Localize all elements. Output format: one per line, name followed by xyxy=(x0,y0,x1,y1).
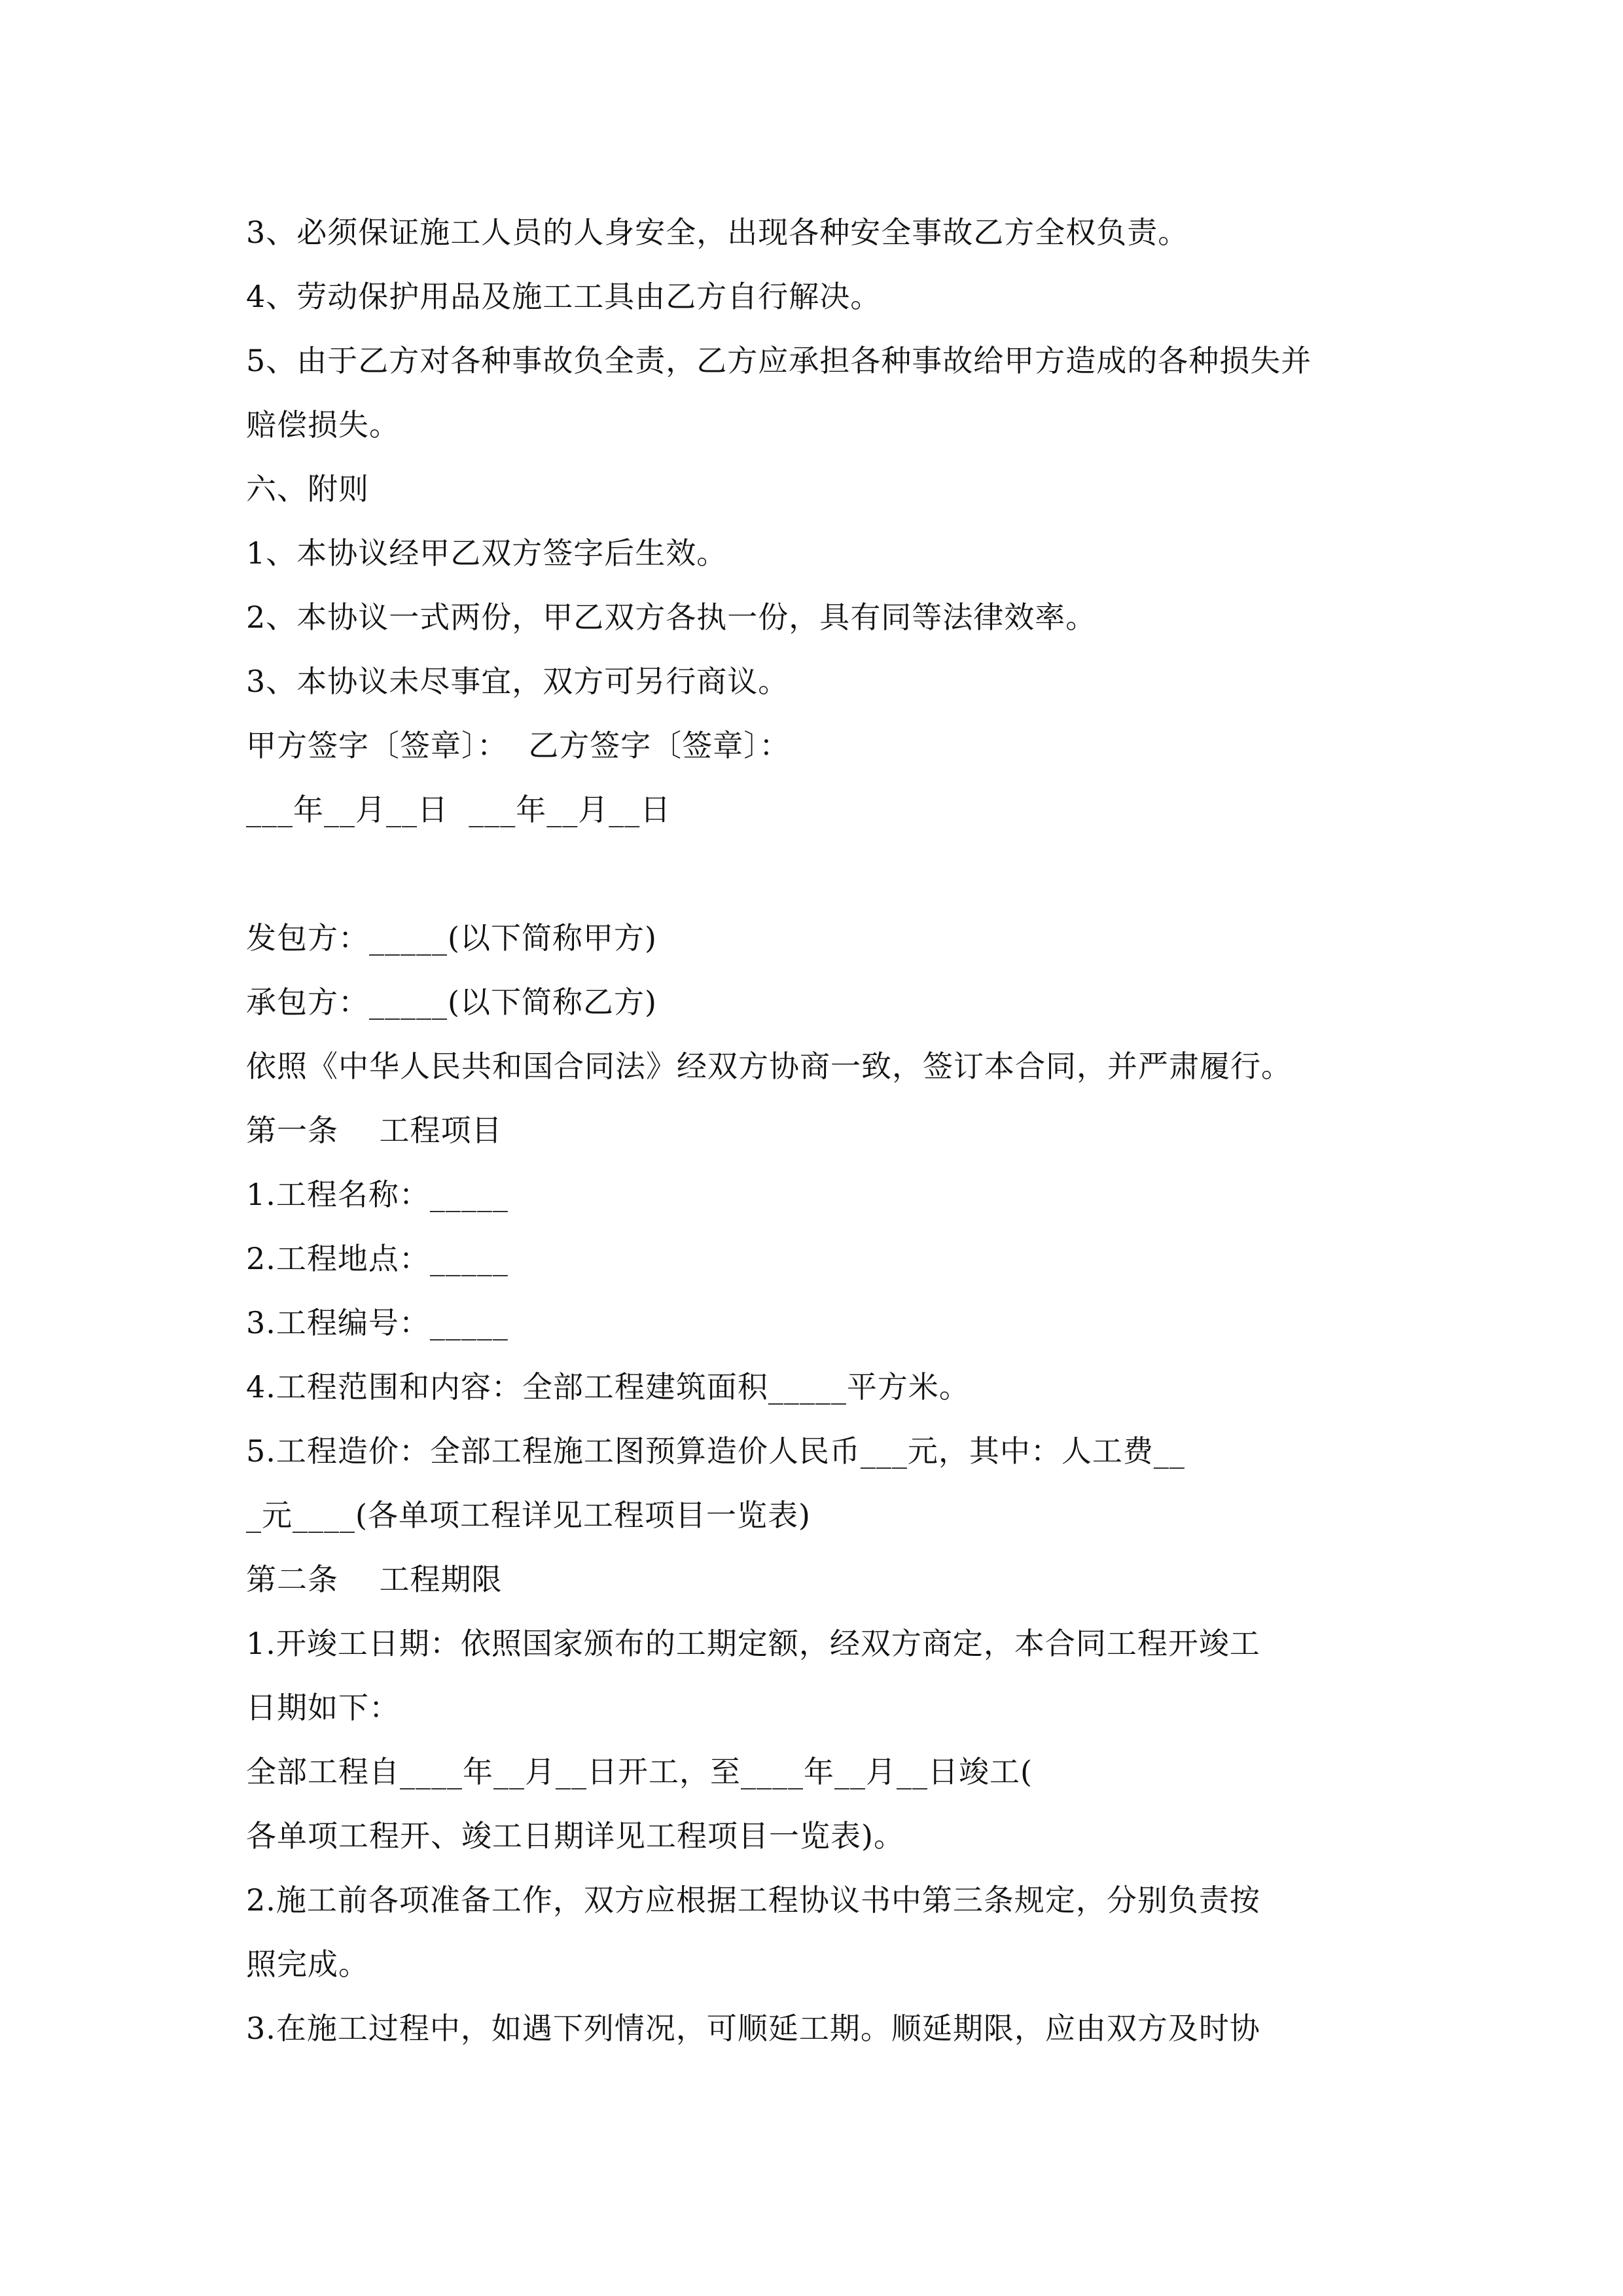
text-line: 1.开竣工日期：依照国家颁布的工期定额，经双方商定，本合同工程开竣工 xyxy=(246,1626,1260,1661)
article-heading: 第一条 工程项目 xyxy=(246,1113,503,1148)
text-line: 1、本协议经甲乙双方签字后生效。 xyxy=(246,535,728,571)
contract-text xyxy=(246,200,1398,2060)
text-line: 日期如下： xyxy=(246,1690,400,1725)
text-line: 赔偿损失。 xyxy=(246,407,400,442)
text-line: 4.工程范围和内容：全部工程建筑面积_____平方米。 xyxy=(246,1369,970,1405)
text-line: 照完成。 xyxy=(246,1946,369,1982)
text-line: 3.在施工过程中，如遇下列情况，可顺延工期。顺延期限，应由双方及时协 xyxy=(246,2011,1260,2046)
text-line: 依照《中华人民共和国合同法》经双方协商一致，签订本合同，并严肃履行。 xyxy=(246,1049,1292,1084)
text-line: 3、本协议未尽事宜，双方可另行商议。 xyxy=(246,664,789,699)
party-b-line: 承包方：_____(以下简称乙方) xyxy=(246,984,657,1020)
article-heading: 第二条 工程期限 xyxy=(246,1562,503,1597)
party-a-line: 发包方：_____(以下简称甲方) xyxy=(246,920,657,956)
text-line: 4、劳动保护用品及施工工具由乙方自行解决。 xyxy=(246,279,882,314)
blank-line xyxy=(246,842,1398,906)
text-line: 全部工程自____年__月__日开工，至____年__月__日竣工( xyxy=(246,1754,1033,1789)
text-line: 3、必须保证施工人员的人身安全，出现各种安全事故乙方全权负责。 xyxy=(246,215,1189,250)
text-line: 2.施工前各项准备工作，双方应根据工程协议书中第三条规定，分别负责按 xyxy=(246,1882,1260,1918)
text-line: 2、本协议一式两份，甲乙双方各执一份，具有同等法律效率。 xyxy=(246,600,1097,635)
section-heading: 六、附则 xyxy=(246,471,369,507)
text-line: 5、由于乙方对各种事故负全责，乙方应承担各种事故给甲方造成的各种损失并 xyxy=(246,343,1312,378)
text-line: 2.工程地点：_____ xyxy=(246,1241,508,1276)
date-line: ___年__月__日 ___年__月__日 xyxy=(246,792,671,827)
signature-line: 甲方签字〔签章〕： 乙方签字〔签章〕： xyxy=(246,728,791,763)
text-line: 5.工程造价：全部工程施工图预算造价人民币___元，其中：人工费__ xyxy=(246,1433,1185,1469)
text-line: 1.工程名称：_____ xyxy=(246,1177,508,1212)
text-line: 3.工程编号：_____ xyxy=(246,1305,508,1340)
text-line: _元____(各单项工程详见工程项目一览表) xyxy=(246,1498,811,1533)
text-line: 各单项工程开、竣工日期详见工程项目一览表)。 xyxy=(246,1818,904,1854)
